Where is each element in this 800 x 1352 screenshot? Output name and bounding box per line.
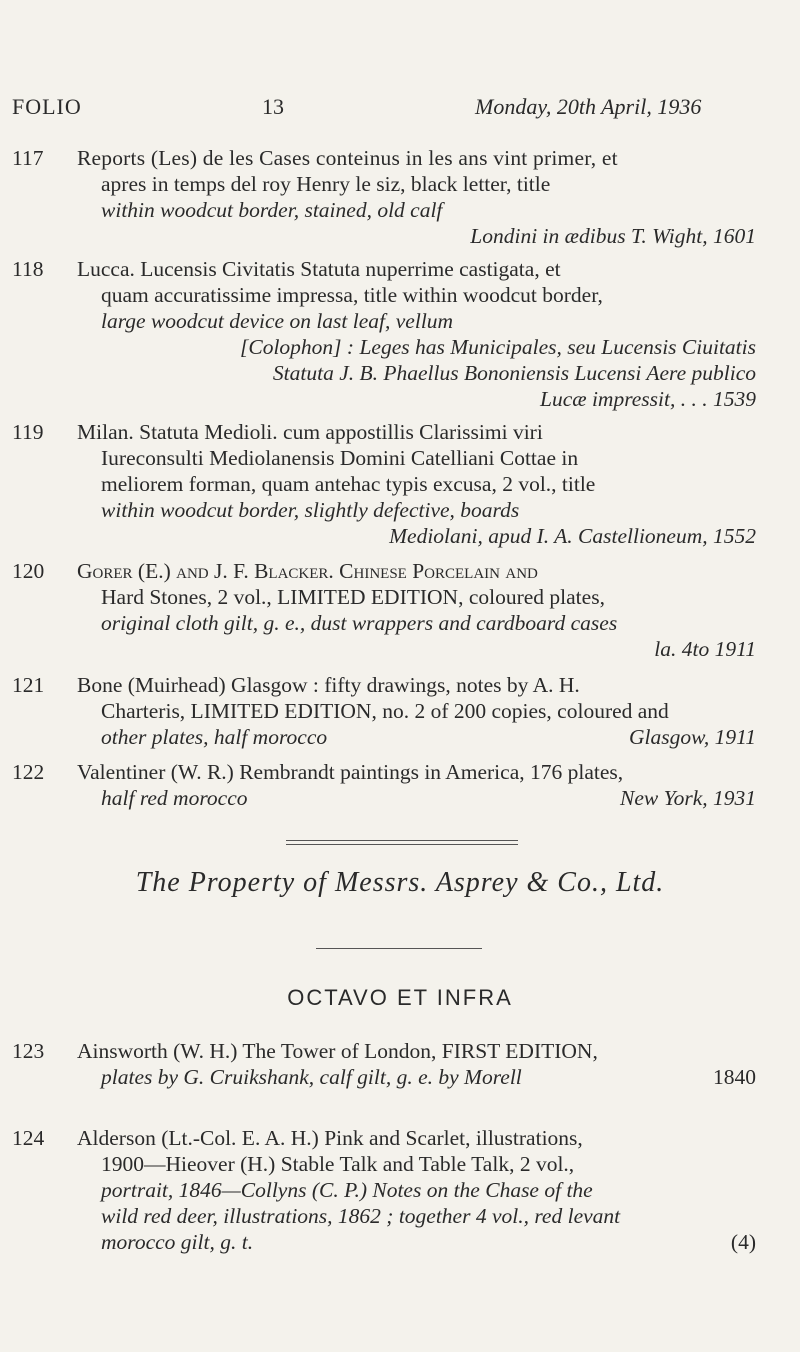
lot-line: la. 4to 1911 (654, 637, 756, 661)
page-number: 13 (262, 94, 284, 119)
lot-line: Gorer (E.) and J. F. Blacker. Chinese Porcelain and (77, 559, 538, 583)
header-folio: FOLIO (12, 94, 82, 119)
divider-rule (286, 844, 518, 845)
lot-line: Charteris, LIMITED EDITION, no. 2 of 200 copies, coloured and (101, 699, 669, 723)
divider-rule (286, 840, 518, 841)
lot-line: Iureconsulti Mediolanensis Domini Catelliani Cottae in (101, 446, 579, 470)
lot-number: 122 (12, 760, 45, 784)
lot-number: 121 (12, 673, 45, 697)
lot-line: Lucæ impressit, . . . 1539 (539, 387, 756, 411)
lot-number: 120 (12, 559, 45, 583)
lot-line: Reports (Les) de les Cases conteinus in les ans vint primer, et (77, 146, 618, 170)
lot-line: Statuta J. B. Phaellus Bononiensis Lucensi Aere publico (272, 361, 756, 385)
lot-line: Lucca. Lucensis Civitatis Statuta nuperrime castigata, et (77, 257, 561, 281)
lot-line: large woodcut device on last leaf, vellum (101, 309, 454, 333)
lot-line: quam accuratissime impressa, title within woodcut border, (101, 283, 603, 307)
lot-line: plates by G. Cruikshank, calf gilt, g. e. by Morell (101, 1065, 522, 1089)
lot-line: morocco gilt, g. t. (101, 1230, 254, 1254)
lot-quantity: (4) (730, 1230, 756, 1254)
lot-line: original cloth gilt, g. e., dust wrappers and cardboard cases (101, 611, 618, 635)
lot-line: other plates, half morocco (101, 725, 328, 749)
lot-line: Valentiner (W. R.) Rembrandt paintings in America, 176 plates, (77, 760, 624, 784)
lot-line: Mediolani, apud I. A. Castellioneum, 1552 (389, 524, 756, 548)
lot-number: 124 (12, 1126, 45, 1150)
property-heading: The Property of Messrs. Asprey & Co., Ltd. (135, 867, 665, 898)
lot-line: [Colophon] : Leges has Municipales, seu Lucensis Ciuitatis (240, 335, 756, 359)
lot-line: meliorem forman, quam antehac typis excusa, 2 vol., title (101, 472, 596, 496)
running-header (0, 94, 800, 124)
lot-line: Glasgow, 1911 (628, 725, 756, 749)
divider-rule (316, 948, 482, 949)
lot-line: apres in temps del roy Henry le siz, black letter, title (101, 172, 551, 196)
lot-line: Alderson (Lt.-Col. E. A. H.) Pink and Scarlet, illustrations, (77, 1126, 583, 1150)
lot-number: 117 (12, 146, 44, 170)
lot-line: Ainsworth (W. H.) The Tower of London, FIRST EDITION, (77, 1039, 598, 1063)
lot-line: within woodcut border, stained, old calf (101, 198, 443, 222)
lot-number: 118 (12, 257, 44, 281)
lot-line: 1840 (713, 1065, 756, 1089)
lot-line: within woodcut border, slightly defective, boards (101, 498, 520, 522)
lot-line: New York, 1931 (620, 786, 756, 810)
lot-line: Milan. Statuta Medioli. cum appostillis Clarissimi viri (77, 420, 543, 444)
lot-line: wild red deer, illustrations, 1862 ; together 4 vol., red levant (101, 1204, 621, 1228)
lot-line: Bone (Muirhead) Glasgow : fifty drawings, notes by A. H. (77, 673, 580, 697)
section-heading: OCTAVO ET INFRA (287, 985, 513, 1010)
lot-line: Hard Stones, 2 vol., LIMITED EDITION, coloured plates, (101, 585, 605, 609)
lot-number: 119 (12, 420, 44, 444)
sale-date: Monday, 20th April, 1936 (475, 94, 702, 119)
lot-line: portrait, 1846—Collyns (C. P.) Notes on the Chase of the (101, 1178, 593, 1202)
lot-line: Londini in ædibus T. Wight, 1601 (470, 224, 756, 248)
lot-line: half red morocco (101, 786, 248, 810)
lot-line: 1900—Hieover (H.) Stable Talk and Table Talk, 2 vol., (101, 1152, 575, 1176)
lot-number: 123 (12, 1039, 45, 1063)
